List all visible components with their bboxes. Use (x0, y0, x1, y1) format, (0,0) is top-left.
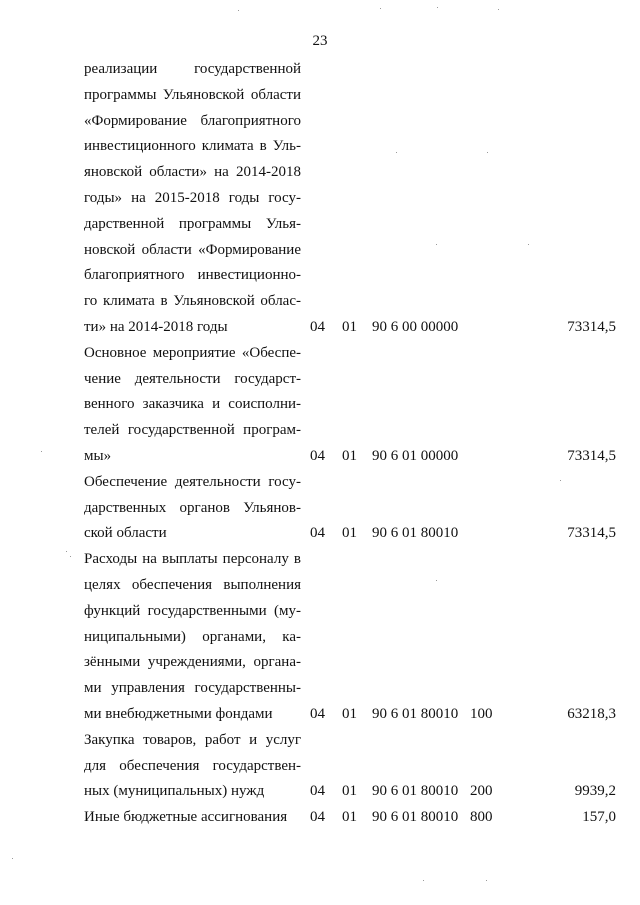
row-name-line: мы» (84, 447, 112, 464)
scan-speck (498, 9, 499, 10)
scan-speck (436, 244, 437, 245)
row-name-line: инвестиционного климата в Уль- (84, 138, 301, 155)
row-name-line: ми управления государственны- (84, 680, 301, 697)
row-name (84, 341, 301, 470)
scan-speck (12, 858, 13, 859)
scan-speck (41, 451, 42, 452)
row-sum: 73314,5 (567, 447, 616, 464)
row-pr: 01 (342, 525, 357, 542)
scan-speck (486, 880, 487, 881)
table-row (84, 728, 616, 805)
row-name-line: венного заказчика и соисполни- (84, 396, 301, 413)
row-name-line: программы Ульяновской области (84, 86, 301, 103)
table-row (84, 341, 616, 470)
row-name-line: яновской области» на 2014-2018 (84, 164, 301, 181)
row-pr: 01 (342, 319, 357, 335)
row-name-line: функций государственными (му- (84, 602, 301, 619)
row-name (84, 728, 301, 805)
row-name-line: зёнными учреждениями, органа- (84, 654, 301, 671)
row-name (84, 470, 301, 547)
row-rz: 04 (310, 705, 325, 722)
scan-speck (66, 551, 67, 552)
row-vr: 200 (470, 783, 493, 800)
row-name-line: ской области (84, 525, 167, 542)
row-vr: 100 (470, 705, 493, 722)
row-rz: 04 (310, 809, 325, 826)
row-name-line: дарственных органов Ульянов- (84, 499, 301, 516)
row-sum: 63218,3 (567, 705, 616, 722)
scan-speck (528, 244, 529, 245)
row-name-line: новской области «Формирование (84, 241, 301, 258)
row-name-line: Обеспечение деятельности госу- (84, 473, 301, 490)
row-name (84, 805, 301, 831)
row-rz: 04 (310, 447, 325, 464)
row-sum: 9939,2 (574, 783, 616, 800)
row-name-line: Основное мероприятие «Обеспе- (84, 344, 301, 361)
scan-speck (560, 480, 561, 481)
row-csr: 90 6 01 00000 (372, 447, 459, 464)
scan-speck (396, 152, 397, 153)
row-name-line: ти» на 2014-2018 годы (84, 318, 228, 335)
row-csr: 90 6 01 80010 (372, 705, 459, 722)
scan-speck (380, 8, 381, 9)
scan-speck (70, 556, 71, 557)
row-name-line: благоприятного инвестиционно- (84, 267, 301, 284)
row-pr: 01 (342, 783, 357, 800)
row-name-line: целях обеспечения выполнения (84, 576, 301, 593)
page-number: 23 (312, 33, 328, 49)
row-name-line: Расходы на выплаты персоналу в (84, 551, 301, 568)
row-csr: 90 6 00 00000 (372, 319, 459, 335)
row-sum: 157,0 (582, 809, 616, 826)
row-name-line: чение деятельности государст- (84, 370, 301, 387)
scan-speck (238, 10, 239, 11)
row-csr: 90 6 01 80010 (372, 783, 459, 800)
row-name-line: годы» на 2015-2018 годы госу- (84, 189, 301, 206)
row-name-line: телей государственной програм- (84, 422, 301, 439)
row-name-line: реализации государственной (84, 61, 301, 77)
scan-speck (423, 880, 424, 881)
row-name-line: ми внебюджетными фондами (84, 705, 273, 722)
row-name (84, 57, 301, 341)
row-csr: 90 6 01 80010 (372, 809, 459, 826)
scan-speck (436, 580, 437, 581)
row-name-line: ниципальными) органами, ка- (84, 628, 301, 645)
row-pr: 01 (342, 809, 357, 826)
row-rz: 04 (310, 525, 325, 542)
scan-speck (487, 152, 488, 153)
row-name-line: го климата в Ульяновской облас- (84, 293, 301, 310)
row-pr: 01 (342, 447, 357, 464)
row-name-line: Закупка товаров, работ и услуг (84, 731, 301, 748)
row-sum: 73314,5 (567, 319, 616, 335)
row-vr: 800 (470, 809, 493, 826)
row-name-line: Иные бюджетные ассигнования (84, 809, 288, 826)
row-name-line: ных (муниципальных) нужд (84, 783, 265, 800)
table-row (84, 57, 616, 341)
row-name-line: для обеспечения государствен- (84, 757, 301, 774)
row-rz: 04 (310, 783, 325, 800)
table-row (84, 547, 616, 728)
row-name-line: дарственной программы Улья- (84, 215, 301, 232)
row-rz: 04 (310, 319, 325, 335)
scan-speck (437, 7, 438, 8)
row-pr: 01 (342, 705, 357, 722)
table-row (84, 470, 616, 547)
table-row (84, 805, 616, 831)
row-name (84, 547, 301, 728)
row-sum: 73314,5 (567, 525, 616, 542)
row-name-line: «Формирование благоприятного (84, 112, 301, 129)
row-csr: 90 6 01 80010 (372, 525, 459, 542)
